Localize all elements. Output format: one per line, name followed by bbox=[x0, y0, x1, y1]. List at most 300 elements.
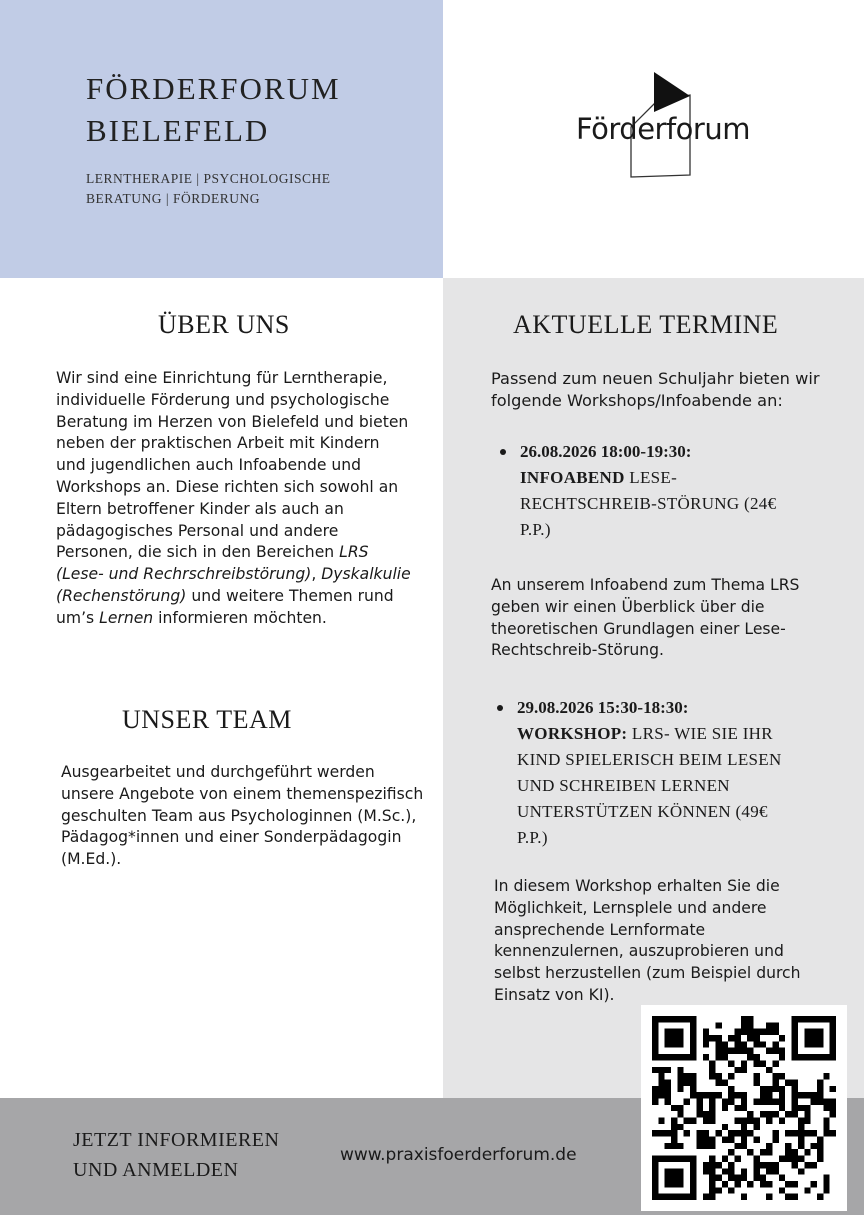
qr-module bbox=[690, 1022, 696, 1028]
events-heading: AKTUELLE TERMINE bbox=[513, 310, 779, 339]
qr-module bbox=[677, 1105, 683, 1111]
call-to-action bbox=[73, 1125, 279, 1185]
qr-module bbox=[722, 1105, 728, 1111]
qr-module bbox=[665, 1054, 671, 1060]
qr-module bbox=[671, 1016, 677, 1022]
qr-module bbox=[792, 1048, 798, 1054]
qr-module bbox=[658, 1118, 664, 1124]
qr-module bbox=[741, 1143, 747, 1149]
qr-module bbox=[652, 1187, 658, 1193]
qr-module bbox=[798, 1054, 804, 1060]
qr-module bbox=[715, 1022, 721, 1028]
qr-module bbox=[728, 1175, 734, 1181]
qr-module bbox=[741, 1137, 747, 1143]
qr-module bbox=[741, 1194, 747, 1200]
qr-code[interactable] bbox=[641, 1005, 847, 1211]
event-item-infoabend bbox=[520, 439, 840, 543]
event-desc-line: Einsatz von KI). bbox=[494, 985, 615, 1004]
qr-module bbox=[766, 1086, 772, 1092]
qr-module bbox=[696, 1105, 702, 1111]
qr-module bbox=[703, 1162, 709, 1168]
qr-module bbox=[804, 1029, 810, 1035]
qr-module bbox=[658, 1156, 664, 1162]
qr-module bbox=[715, 1187, 721, 1193]
qr-module bbox=[798, 1016, 804, 1022]
qr-module bbox=[677, 1181, 683, 1187]
qr-module bbox=[652, 1194, 658, 1200]
qr-module bbox=[830, 1016, 836, 1022]
qr-module bbox=[766, 1162, 772, 1168]
qr-module bbox=[811, 1092, 817, 1098]
qr-module bbox=[760, 1162, 766, 1168]
qr-module bbox=[804, 1105, 810, 1111]
qr-module bbox=[741, 1130, 747, 1136]
qr-module bbox=[690, 1175, 696, 1181]
qr-module bbox=[690, 1035, 696, 1041]
qr-module bbox=[811, 1143, 817, 1149]
qr-module bbox=[817, 1194, 823, 1200]
qr-module bbox=[747, 1035, 753, 1041]
event-description-workshop bbox=[494, 876, 834, 1007]
qr-module bbox=[671, 1029, 677, 1035]
qr-module bbox=[703, 1194, 709, 1200]
qr-module bbox=[734, 1156, 740, 1162]
qr-module bbox=[766, 1098, 772, 1104]
qr-module bbox=[690, 1156, 696, 1162]
qr-module bbox=[703, 1118, 709, 1124]
qr-module bbox=[817, 1035, 823, 1041]
qr-module bbox=[792, 1162, 798, 1168]
qr-module bbox=[766, 1067, 772, 1073]
qr-module bbox=[703, 1143, 709, 1149]
qr-module bbox=[658, 1067, 664, 1073]
qr-module bbox=[741, 1168, 747, 1174]
qr-module bbox=[741, 1016, 747, 1022]
about-text-span: informieren möchten. bbox=[153, 608, 327, 627]
qr-module bbox=[785, 1111, 791, 1117]
qr-module bbox=[665, 1086, 671, 1092]
qr-module bbox=[709, 1067, 715, 1073]
qr-module bbox=[715, 1175, 721, 1181]
event-date bbox=[520, 439, 840, 465]
logo-text: Förderforum bbox=[576, 112, 750, 146]
qr-module bbox=[792, 1111, 798, 1117]
event-desc-line: theoretischen Grundlagen einer Lese- bbox=[491, 619, 786, 638]
qr-module bbox=[709, 1156, 715, 1162]
qr-module bbox=[734, 1143, 740, 1149]
qr-module bbox=[652, 1156, 658, 1162]
qr-module bbox=[830, 1048, 836, 1054]
event-title-text: LRS- WIE SIE IHR bbox=[627, 724, 773, 743]
qr-module bbox=[798, 1118, 804, 1124]
qr-module bbox=[811, 1162, 817, 1168]
qr-module bbox=[665, 1035, 671, 1041]
qr-module bbox=[709, 1143, 715, 1149]
events-intro-line: folgende Workshops/Infoabende an: bbox=[491, 391, 783, 410]
qr-module bbox=[734, 1048, 740, 1054]
qr-module bbox=[715, 1079, 721, 1085]
about-line bbox=[56, 564, 426, 586]
qr-module bbox=[696, 1143, 702, 1149]
qr-module bbox=[671, 1124, 677, 1130]
about-line: Workshops an. Diese richten sich sowohl an bbox=[56, 477, 399, 496]
qr-module bbox=[792, 1035, 798, 1041]
qr-module bbox=[703, 1130, 709, 1136]
qr-module bbox=[760, 1041, 766, 1047]
qr-module bbox=[823, 1130, 829, 1136]
qr-module bbox=[817, 1029, 823, 1035]
qr-module bbox=[665, 1067, 671, 1073]
event-title-line bbox=[520, 465, 840, 491]
qr-module bbox=[652, 1092, 658, 1098]
qr-module bbox=[817, 1092, 823, 1098]
qr-module bbox=[798, 1105, 804, 1111]
qr-module bbox=[658, 1016, 664, 1022]
qr-module bbox=[671, 1054, 677, 1060]
qr-module bbox=[671, 1118, 677, 1124]
qr-module bbox=[785, 1156, 791, 1162]
qr-module bbox=[677, 1041, 683, 1047]
event-desc-line: In diesem Workshop erhalten Sie die bbox=[494, 877, 780, 895]
qr-module bbox=[779, 1187, 785, 1193]
qr-module bbox=[773, 1048, 779, 1054]
qr-module bbox=[690, 1048, 696, 1054]
about-text-span: und weitere Themen rund bbox=[186, 586, 394, 605]
qr-module bbox=[671, 1181, 677, 1187]
qr-module bbox=[804, 1111, 810, 1117]
qr-module bbox=[766, 1111, 772, 1117]
qr-module bbox=[817, 1016, 823, 1022]
qr-module bbox=[811, 1016, 817, 1022]
bullet-icon bbox=[500, 449, 506, 455]
qr-module bbox=[652, 1054, 658, 1060]
qr-module bbox=[754, 1079, 760, 1085]
event-title-line: UND SCHREIBEN LERNEN bbox=[517, 776, 730, 795]
qr-module bbox=[823, 1016, 829, 1022]
qr-module bbox=[817, 1054, 823, 1060]
qr-module bbox=[792, 1181, 798, 1187]
qr-module bbox=[652, 1175, 658, 1181]
qr-module bbox=[804, 1041, 810, 1047]
qr-module bbox=[658, 1073, 664, 1079]
qr-module bbox=[665, 1168, 671, 1174]
qr-module bbox=[690, 1041, 696, 1047]
qr-module bbox=[665, 1181, 671, 1187]
qr-module bbox=[715, 1035, 721, 1041]
qr-module bbox=[830, 1035, 836, 1041]
qr-module bbox=[754, 1168, 760, 1174]
event-title-line: RECHTSCHREIB-STÖRUNG (24€ bbox=[520, 494, 777, 513]
qr-module bbox=[728, 1086, 734, 1092]
qr-module bbox=[798, 1092, 804, 1098]
qr-module bbox=[734, 1118, 740, 1124]
about-line: und jugendlichen auch Infoabende und bbox=[56, 456, 362, 475]
qr-module bbox=[722, 1124, 728, 1130]
qr-module bbox=[652, 1162, 658, 1168]
qr-module bbox=[785, 1194, 791, 1200]
qr-module bbox=[747, 1130, 753, 1136]
qr-module bbox=[779, 1048, 785, 1054]
team-heading: UNSER TEAM bbox=[122, 705, 292, 734]
subtitle-line-2: BERATUNG | FÖRDERUNG bbox=[86, 191, 260, 206]
qr-module bbox=[652, 1048, 658, 1054]
qr-module bbox=[754, 1073, 760, 1079]
qr-module bbox=[734, 1105, 740, 1111]
qr-module bbox=[658, 1086, 664, 1092]
qr-module bbox=[690, 1181, 696, 1187]
qr-module bbox=[728, 1137, 734, 1143]
title-line-2: BIELEFELD bbox=[86, 113, 270, 148]
qr-module bbox=[760, 1029, 766, 1035]
qr-module bbox=[709, 1187, 715, 1193]
qr-module bbox=[665, 1175, 671, 1181]
website-link[interactable]: www.praxisfoerderforum.de bbox=[340, 1145, 577, 1165]
qr-module bbox=[760, 1111, 766, 1117]
qr-module bbox=[830, 1029, 836, 1035]
team-line: unsere Angebote von einem themenspezifisch bbox=[61, 784, 424, 803]
qr-module bbox=[792, 1092, 798, 1098]
about-heading: ÜBER UNS bbox=[158, 310, 290, 339]
title-line-1: FÖRDERFORUM bbox=[86, 71, 341, 106]
qr-module bbox=[652, 1130, 658, 1136]
qr-module bbox=[754, 1098, 760, 1104]
subtitle-line-1: LERNTHERAPIE | PSYCHOLOGISCHE bbox=[86, 171, 331, 186]
qr-module bbox=[747, 1111, 753, 1117]
qr-module bbox=[665, 1130, 671, 1136]
qr-module bbox=[677, 1067, 683, 1073]
qr-module bbox=[715, 1130, 721, 1136]
qr-module bbox=[804, 1187, 810, 1193]
qr-module bbox=[747, 1048, 753, 1054]
qr-module bbox=[773, 1168, 779, 1174]
qr-module bbox=[760, 1181, 766, 1187]
qr-module bbox=[779, 1035, 785, 1041]
qr-module bbox=[792, 1149, 798, 1155]
qr-module bbox=[766, 1022, 772, 1028]
qr-module bbox=[684, 1016, 690, 1022]
qr-module bbox=[830, 1022, 836, 1028]
qr-module bbox=[747, 1149, 753, 1155]
qr-module bbox=[773, 1162, 779, 1168]
qr-module bbox=[830, 1098, 836, 1104]
qr-module bbox=[671, 1130, 677, 1136]
qr-module bbox=[773, 1041, 779, 1047]
qr-module bbox=[754, 1060, 760, 1066]
qr-module bbox=[684, 1130, 690, 1136]
qr-module bbox=[779, 1175, 785, 1181]
cta-line: UND ANMELDEN bbox=[73, 1159, 239, 1181]
qr-module bbox=[792, 1016, 798, 1022]
qr-module bbox=[811, 1130, 817, 1136]
qr-module bbox=[785, 1143, 791, 1149]
qr-module bbox=[817, 1098, 823, 1104]
qr-module bbox=[728, 1098, 734, 1104]
qr-module bbox=[690, 1086, 696, 1092]
events-intro-line: Passend zum neuen Schuljahr bieten wir bbox=[491, 369, 820, 388]
qr-module bbox=[798, 1168, 804, 1174]
about-text-span: um’s bbox=[56, 608, 100, 627]
qr-module bbox=[741, 1048, 747, 1054]
qr-module bbox=[728, 1162, 734, 1168]
qr-module bbox=[709, 1092, 715, 1098]
qr-module bbox=[741, 1105, 747, 1111]
qr-module bbox=[658, 1054, 664, 1060]
qr-module bbox=[804, 1130, 810, 1136]
qr-module bbox=[779, 1105, 785, 1111]
qr-module bbox=[684, 1079, 690, 1085]
qr-module bbox=[804, 1016, 810, 1022]
qr-module bbox=[785, 1181, 791, 1187]
qr-module bbox=[823, 1105, 829, 1111]
about-text bbox=[56, 368, 426, 630]
qr-module bbox=[715, 1073, 721, 1079]
qr-module bbox=[709, 1168, 715, 1174]
qr-module bbox=[811, 1098, 817, 1104]
events-intro bbox=[491, 368, 841, 412]
qr-module bbox=[722, 1054, 728, 1060]
about-italic-dyskalkulie: Dyskalkulie bbox=[321, 565, 411, 584]
qr-module bbox=[652, 1086, 658, 1092]
qr-module bbox=[830, 1054, 836, 1060]
qr-module bbox=[817, 1086, 823, 1092]
event-date-text: 29.08.2026 15:30-18:30: bbox=[517, 698, 689, 717]
event-title-line: UNTERSTÜTZEN KÖNNEN (49€ bbox=[517, 802, 768, 821]
qr-module bbox=[677, 1054, 683, 1060]
qr-module bbox=[760, 1060, 766, 1066]
qr-module bbox=[823, 1073, 829, 1079]
qr-module bbox=[830, 1041, 836, 1047]
qr-module bbox=[747, 1016, 753, 1022]
qr-module bbox=[703, 1137, 709, 1143]
event-title-line: KIND SPIELERISCH BEIM LESEN bbox=[517, 750, 782, 769]
about-italic-rechenstoerung: (Rechenstörung) bbox=[56, 586, 187, 605]
qr-module bbox=[747, 1118, 753, 1124]
qr-module bbox=[741, 1041, 747, 1047]
qr-module bbox=[677, 1016, 683, 1022]
qr-module bbox=[734, 1035, 740, 1041]
qr-module bbox=[754, 1156, 760, 1162]
qr-module bbox=[677, 1111, 683, 1117]
qr-module bbox=[766, 1168, 772, 1174]
event-desc-line: Möglichkeit, Lernsplele und andere bbox=[494, 898, 767, 917]
qr-module bbox=[722, 1041, 728, 1047]
qr-module bbox=[741, 1029, 747, 1035]
qr-module bbox=[823, 1124, 829, 1130]
qr-module bbox=[658, 1130, 664, 1136]
qr-module bbox=[734, 1181, 740, 1187]
qr-module bbox=[709, 1194, 715, 1200]
qr-module bbox=[798, 1124, 804, 1130]
qr-module bbox=[754, 1175, 760, 1181]
about-line bbox=[56, 608, 426, 630]
event-description-infoabend bbox=[491, 575, 831, 662]
qr-module bbox=[703, 1041, 709, 1047]
qr-module bbox=[690, 1079, 696, 1085]
qr-module bbox=[804, 1092, 810, 1098]
qr-module bbox=[690, 1073, 696, 1079]
team-line: Ausgearbeitet und durchgeführt werden bbox=[61, 763, 375, 781]
qr-module bbox=[817, 1137, 823, 1143]
qr-module bbox=[677, 1156, 683, 1162]
qr-module bbox=[652, 1029, 658, 1035]
qr-module bbox=[754, 1035, 760, 1041]
qr-module bbox=[722, 1156, 728, 1162]
qr-module bbox=[665, 1029, 671, 1035]
qr-module bbox=[792, 1105, 798, 1111]
qr-module bbox=[652, 1067, 658, 1073]
qr-module bbox=[754, 1137, 760, 1143]
qr-module bbox=[684, 1194, 690, 1200]
event-title-text: LESE- bbox=[624, 468, 678, 487]
qr-module bbox=[798, 1143, 804, 1149]
qr-module bbox=[734, 1092, 740, 1098]
qr-module bbox=[766, 1181, 772, 1187]
about-line: Wir sind eine Einrichtung für Lerntherapie, bbox=[56, 369, 388, 387]
qr-module bbox=[677, 1124, 683, 1130]
qr-module bbox=[773, 1130, 779, 1136]
qr-module bbox=[677, 1035, 683, 1041]
qr-module bbox=[792, 1054, 798, 1060]
qr-module bbox=[811, 1181, 817, 1187]
about-line: pädagogisches Personal und andere bbox=[56, 521, 339, 540]
qr-module bbox=[665, 1092, 671, 1098]
about-line: neben der praktischen Arbeit mit Kindern bbox=[56, 434, 380, 453]
team-text bbox=[61, 762, 431, 871]
qr-module bbox=[773, 1060, 779, 1066]
qr-module bbox=[677, 1175, 683, 1181]
qr-module bbox=[754, 1162, 760, 1168]
event-desc-line: An unserem Infoabend zum Thema LRS bbox=[491, 576, 800, 594]
qr-module bbox=[722, 1048, 728, 1054]
qr-module bbox=[817, 1156, 823, 1162]
qr-module bbox=[665, 1079, 671, 1085]
qr-module bbox=[703, 1035, 709, 1041]
qr-module bbox=[760, 1098, 766, 1104]
qr-module bbox=[804, 1149, 810, 1155]
qr-module bbox=[830, 1111, 836, 1117]
qr-module bbox=[696, 1130, 702, 1136]
qr-module bbox=[665, 1041, 671, 1047]
qr-module bbox=[658, 1092, 664, 1098]
about-italic-lernen: Lernen bbox=[99, 608, 154, 627]
qr-module bbox=[703, 1054, 709, 1060]
team-line: Pädagog*innen und einer Sonderpädagogin bbox=[61, 828, 402, 847]
qr-module bbox=[696, 1111, 702, 1117]
qr-module bbox=[792, 1079, 798, 1085]
qr-module bbox=[754, 1029, 760, 1035]
qr-module bbox=[728, 1149, 734, 1155]
event-desc-line: Rechtschreib-Störung. bbox=[491, 641, 664, 660]
about-text-span: Personen, die sich in den Bereichen bbox=[56, 543, 340, 562]
qr-module bbox=[747, 1054, 753, 1060]
qr-module bbox=[785, 1130, 791, 1136]
qr-module bbox=[811, 1035, 817, 1041]
qr-module bbox=[728, 1060, 734, 1066]
event-desc-line: ansprechende Lernformate bbox=[494, 920, 706, 939]
qr-module bbox=[703, 1029, 709, 1035]
qr-module bbox=[811, 1041, 817, 1047]
qr-module bbox=[671, 1194, 677, 1200]
about-text-span: , bbox=[311, 565, 322, 584]
qr-module bbox=[766, 1092, 772, 1098]
qr-module bbox=[792, 1194, 798, 1200]
qr-module bbox=[830, 1130, 836, 1136]
qr-module bbox=[773, 1098, 779, 1104]
qr-module bbox=[715, 1162, 721, 1168]
qr-module bbox=[709, 1098, 715, 1104]
qr-module bbox=[652, 1098, 658, 1104]
event-title-line bbox=[517, 721, 842, 747]
